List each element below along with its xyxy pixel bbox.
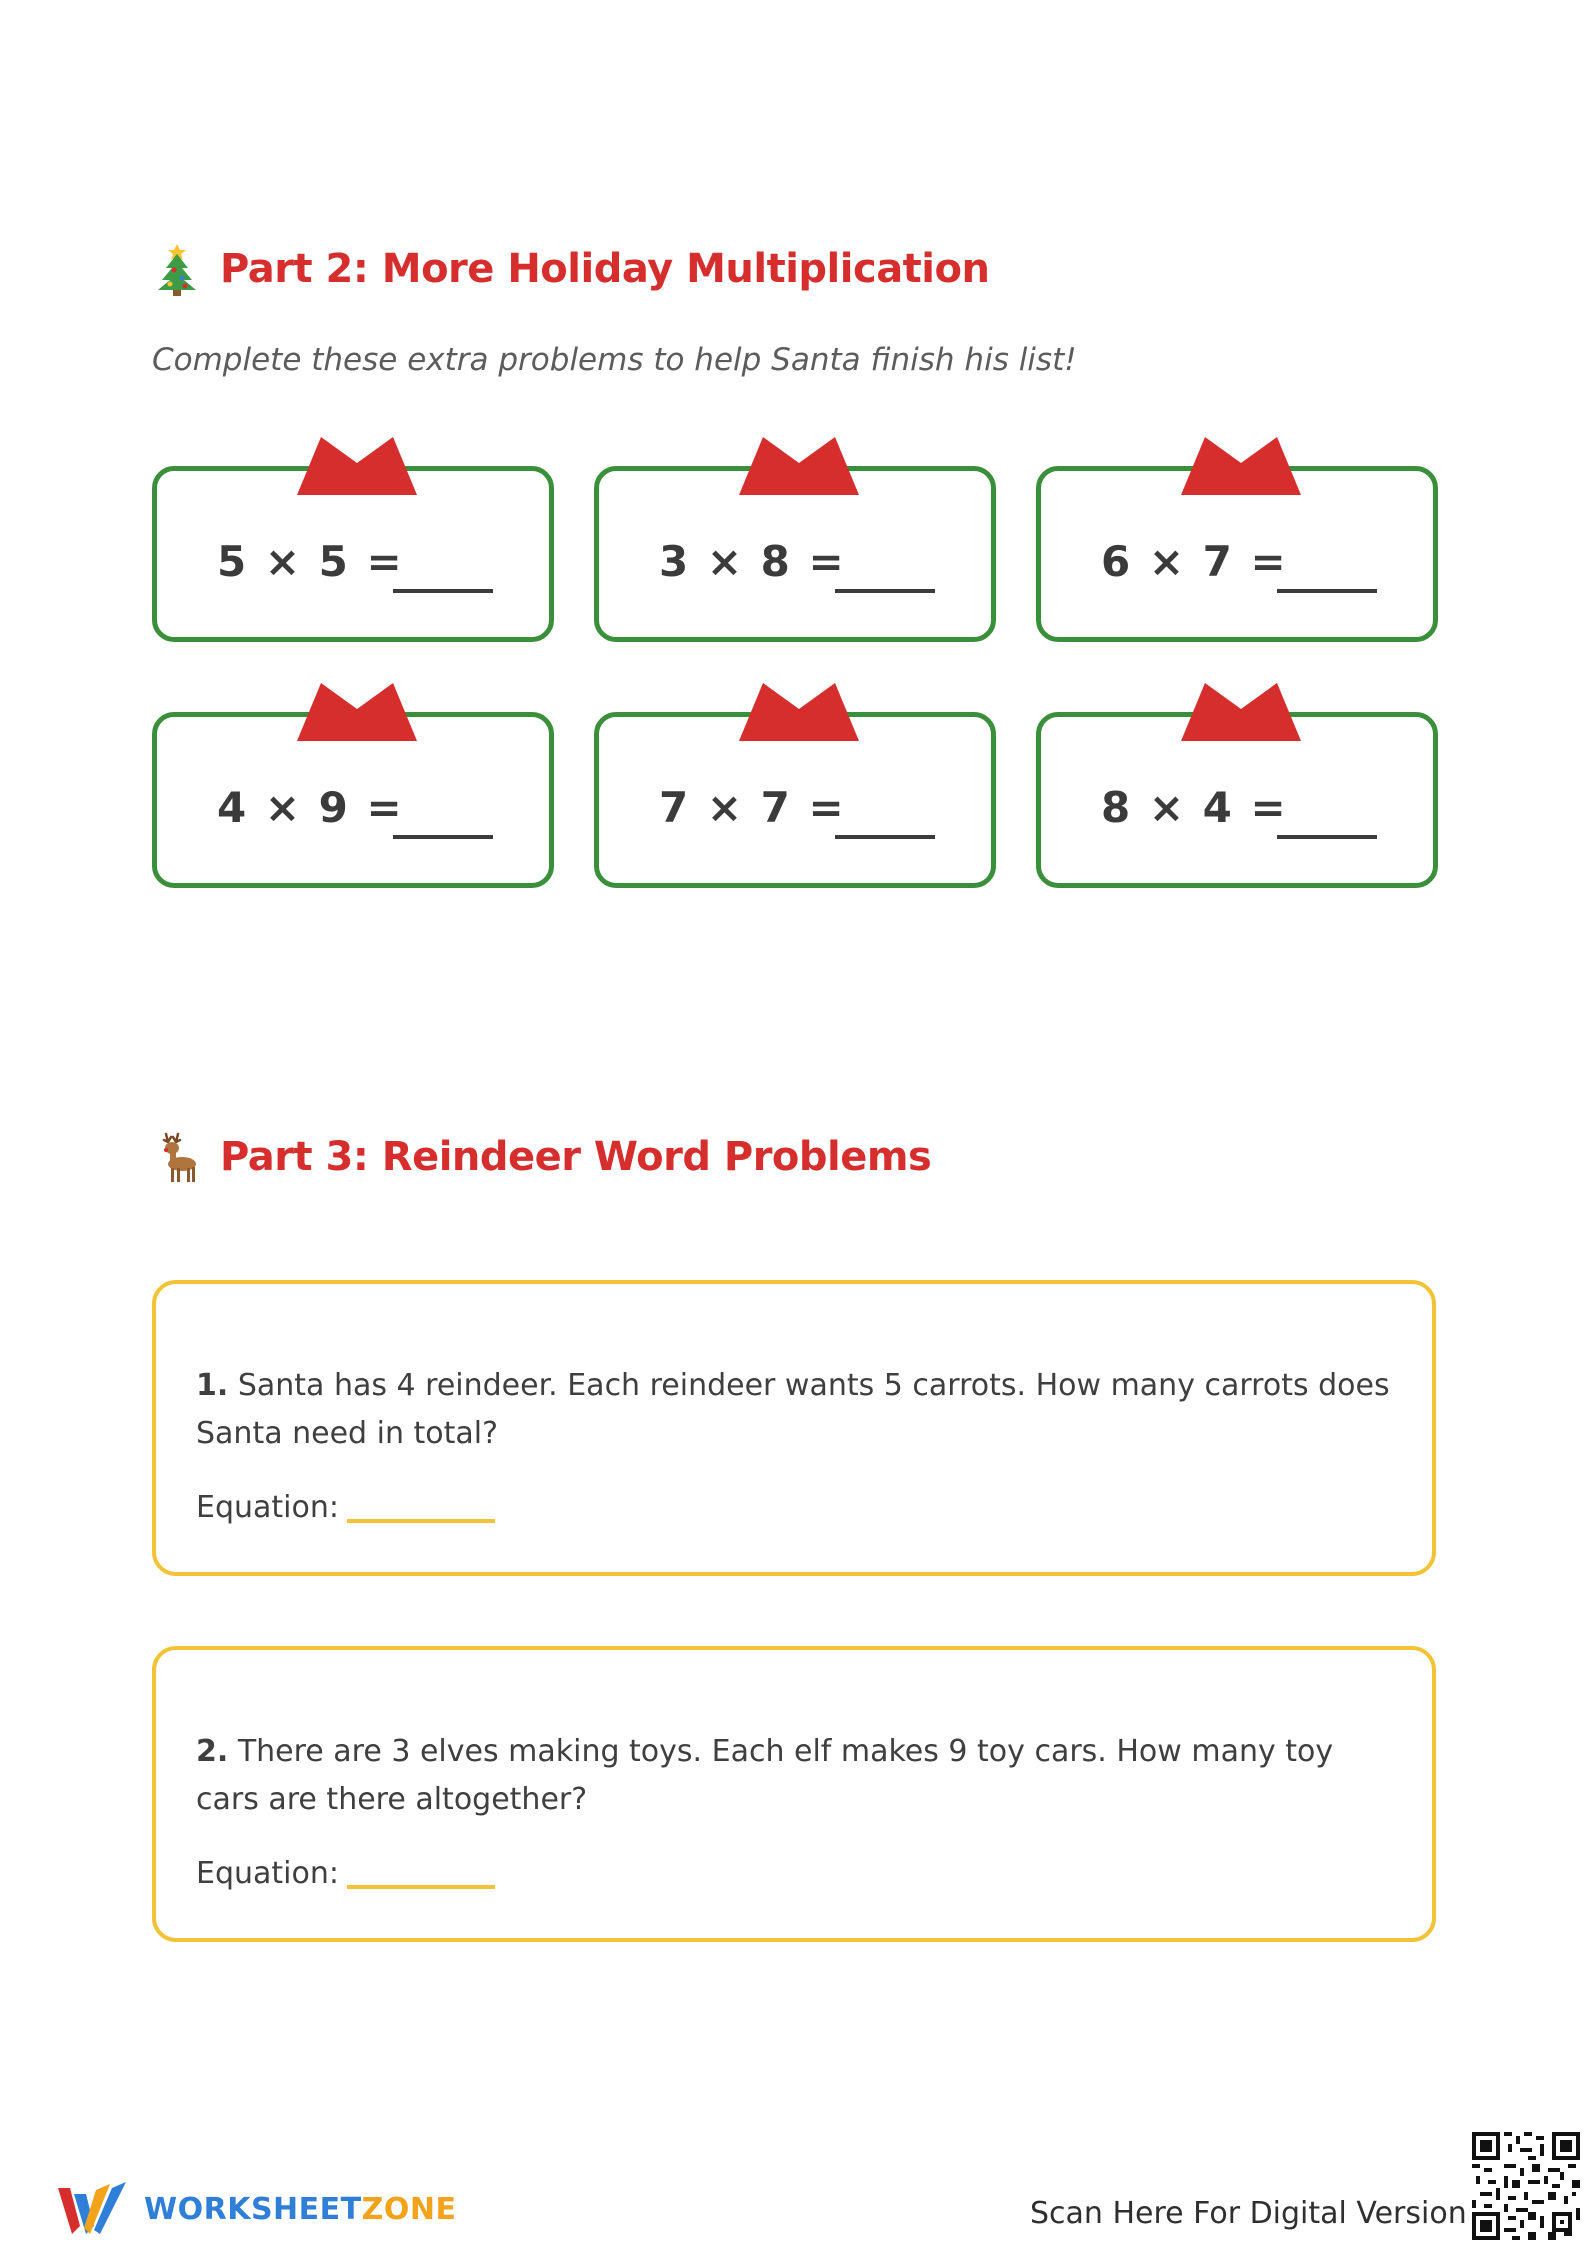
brand-logo[interactable]	[56, 2180, 456, 2238]
answer-blank[interactable]	[835, 835, 935, 839]
problem-card	[594, 466, 996, 642]
answer-blank[interactable]	[1277, 589, 1377, 593]
brand-name-part2: ZONE	[361, 2191, 457, 2227]
problem-card	[594, 712, 996, 888]
answer-blank[interactable]	[835, 589, 935, 593]
brand-name-part1: WORKSHEET	[144, 2191, 362, 2227]
gift-bow-icon	[1181, 437, 1301, 495]
problem-expression: 5 × 5 =	[217, 537, 404, 586]
problem-card	[1036, 466, 1438, 642]
reindeer-icon	[152, 1130, 202, 1184]
multiplication-grid	[152, 466, 1436, 888]
christmas-tree-icon	[152, 242, 202, 296]
equation-row	[196, 1856, 495, 1891]
part3-heading	[152, 1130, 931, 1184]
problem-expression: 4 × 9 =	[217, 783, 404, 832]
problem-expression: 3 × 8 =	[659, 537, 846, 586]
equation-blank[interactable]	[347, 1519, 495, 1523]
answer-blank[interactable]	[1277, 835, 1377, 839]
gift-bow-icon	[739, 683, 859, 741]
gift-bow-icon	[297, 437, 417, 495]
brand-name	[144, 2192, 456, 2227]
problem-card	[152, 466, 554, 642]
gift-bow-icon	[297, 683, 417, 741]
problem-card	[152, 712, 554, 888]
answer-blank[interactable]	[393, 589, 493, 593]
equation-label: Equation:	[196, 1856, 339, 1891]
part2-title: Part 2: More Holiday Multiplication	[220, 246, 990, 292]
problem-card	[1036, 712, 1438, 888]
equation-row	[196, 1490, 495, 1525]
worksheetzone-logo-icon	[56, 2180, 130, 2238]
word-problem-card	[152, 1280, 1436, 1576]
equation-label: Equation:	[196, 1490, 339, 1525]
word-problem-card	[152, 1646, 1436, 1942]
problem-expression: 6 × 7 =	[1101, 537, 1288, 586]
word-problem-text	[196, 1728, 1396, 1824]
answer-blank[interactable]	[393, 835, 493, 839]
part2-heading	[152, 242, 989, 296]
scan-instruction: Scan Here For Digital Version	[1030, 2196, 1467, 2231]
word-problem-number: 2.	[196, 1734, 229, 1769]
part2-subtitle: Complete these extra problems to help Santa finish his list!	[152, 342, 1077, 378]
problem-expression: 7 × 7 =	[659, 783, 846, 832]
gift-bow-icon	[739, 437, 859, 495]
word-problem-question: There are 3 elves making toys. Each elf makes 9 toy cars. How many toy cars are there altogether?	[196, 1734, 1334, 1817]
word-problem-number: 1.	[196, 1368, 229, 1403]
problem-expression: 8 × 4 =	[1101, 783, 1288, 832]
qr-code-icon[interactable]	[1472, 2132, 1580, 2240]
word-problem-question: Santa has 4 reindeer. Each reindeer wants 5 carrots. How many carrots does Santa need in total?	[196, 1368, 1390, 1451]
word-problem-text	[196, 1362, 1396, 1458]
equation-blank[interactable]	[347, 1885, 495, 1889]
part3-title: Part 3: Reindeer Word Problems	[220, 1134, 932, 1180]
gift-bow-icon	[1181, 683, 1301, 741]
